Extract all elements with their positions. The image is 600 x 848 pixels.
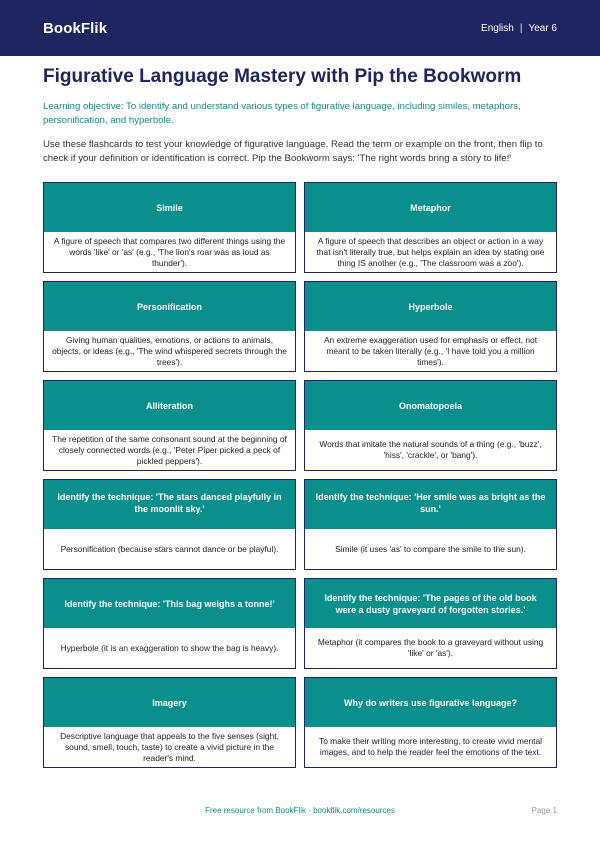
flashcard[interactable] — [304, 281, 557, 372]
flashcard[interactable] — [304, 578, 557, 669]
meta-separator: | — [519, 22, 523, 34]
card-back: Metaphor (it compares the book to a graveyard without using 'like' or 'as'). — [317, 637, 544, 658]
flashcard[interactable] — [43, 479, 296, 570]
card-front: Identify the technique: 'This bag weighs a tonne!' — [44, 579, 295, 628]
card-back: Simile (it uses 'as' to compare the smile to the sun). — [335, 543, 526, 554]
card-front: Onomatopoeia — [305, 381, 556, 430]
card-back: Descriptive language that appeals to the five senses (sight, sound, smell, touch, taste) to create a vivid picture in the reader's mind. — [60, 730, 279, 763]
year-label: Year 6 — [528, 22, 557, 34]
language-label: English — [481, 22, 514, 34]
card-front: Alliteration — [44, 381, 295, 430]
flashcard[interactable] — [304, 380, 557, 471]
header-bar — [0, 0, 600, 56]
flashcard[interactable] — [304, 677, 557, 768]
card-back: An extreme exaggeration used for emphasis or effect, not meant to be taken literally (e.g., 'I have told you a million times'). — [323, 334, 538, 367]
card-front: Why do writers use figurative language? — [305, 678, 556, 727]
card-back: Giving human qualities, emotions, or actions to animals, objects, or ideas (e.g., 'The wind whispered secrets through the trees'). — [52, 334, 287, 367]
card-front: Identify the technique: 'Her smile was as bright as the sun.' — [305, 480, 556, 529]
card-back: Hyperbole (it is an exaggeration to show the bag is heavy). — [60, 642, 279, 653]
card-front: Imagery — [44, 678, 295, 727]
flashcard[interactable] — [43, 182, 296, 273]
flashcard[interactable] — [304, 182, 557, 273]
intro-text: Use these flashcards to test your knowledge of figurative language. Read the term or example on the front, then flip to check if your definition or identification is correct. Pip the Bookworm says: 'The right words bring a story to life!' — [43, 139, 543, 164]
card-back: The repetition of the same consonant sound at the beginning of closely connected words (e.g., 'Peter Piper picked a peck of pickled peppers'). — [52, 433, 287, 466]
header-meta — [481, 23, 557, 34]
card-back: A figure of speech that compares two different things using the words 'like' or 'as' (e.g., 'The lion's roar was as loud as thunder'). — [53, 235, 286, 268]
card-back: Words that imitate the natural sounds of a thing (e.g., 'buzz', 'hiss', 'crackle', or 'bang'). — [319, 439, 542, 460]
card-back: To make their writing more interesting, to create vivid mental images, and to help the reader feel the emotions of the text. — [319, 736, 542, 757]
card-front: Metaphor — [305, 183, 556, 232]
footer-link[interactable]: Free resource from BookFlik · bookflik.com/resources — [205, 806, 395, 815]
flashcard[interactable] — [304, 479, 557, 570]
card-front: Identify the technique: 'The pages of the old book were a dusty graveyard of forgotten stories.' — [305, 579, 556, 628]
page-number: Page 1 — [531, 806, 557, 815]
brand-logo[interactable]: BookFlik — [43, 19, 108, 37]
flashcard[interactable] — [43, 380, 296, 471]
flashcard[interactable] — [43, 281, 296, 372]
card-front: Simile — [44, 183, 295, 232]
flashcard[interactable] — [43, 677, 296, 768]
card-back: A figure of speech that describes an object or action in a way that isn't literally true, but helps explain an idea by stating one thing IS another (e.g., 'The classroom was a zoo'). — [316, 235, 545, 268]
flashcard[interactable] — [43, 578, 296, 669]
learning-objective: Learning objective: To identify and understand various types of figurative language, including similes, metaphors, personification, and hyperbole. — [43, 101, 521, 126]
card-front: Personification — [44, 282, 295, 331]
card-front: Identify the technique: 'The stars danced playfully in the moonlit sky.' — [44, 480, 295, 529]
page-title: Figurative Language Mastery with Pip the Bookworm — [43, 66, 522, 87]
card-front: Hyperbole — [305, 282, 556, 331]
card-back: Personification (because stars cannot dance or be playful). — [60, 543, 279, 554]
flashcard-grid — [43, 182, 557, 768]
